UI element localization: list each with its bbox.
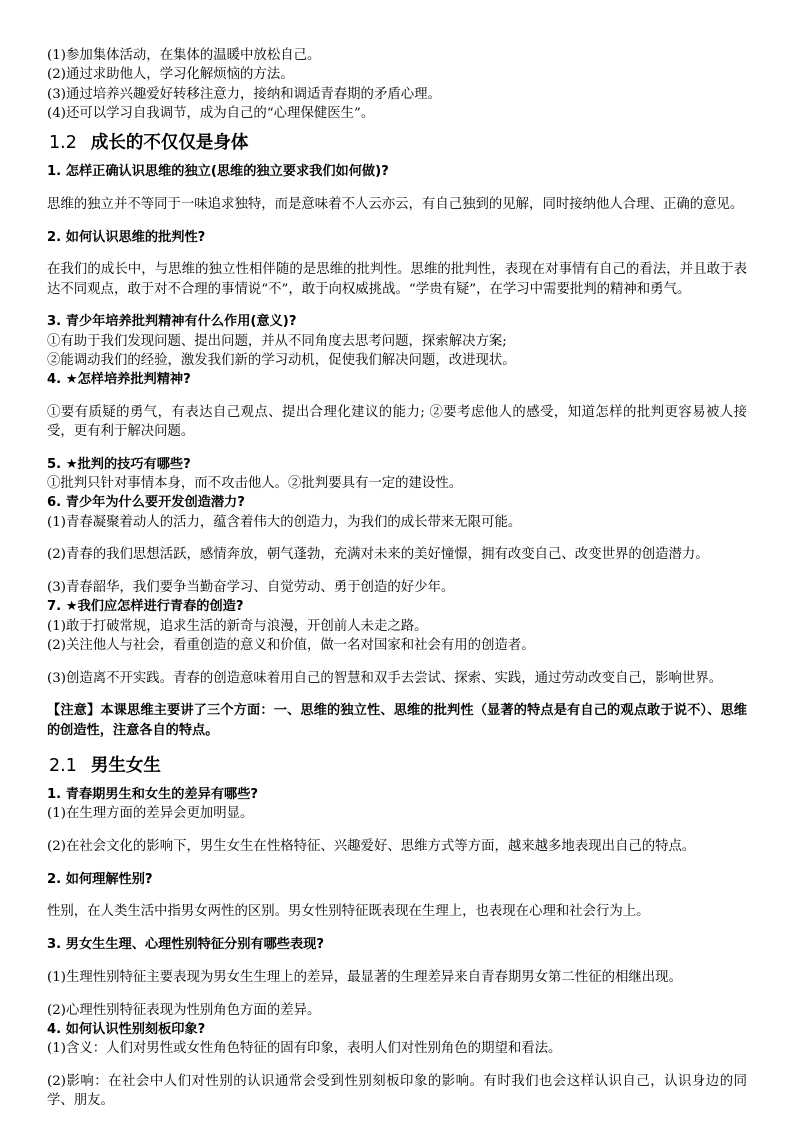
- answer-item: (2)在社会文化的影响下，男生女生在性格特征、兴趣爱好、思维方式等方面，越来越多地表现出自己的特点。: [47, 839, 696, 855]
- answer-text: ①要有质疑的勇气，有表达自己观点、提出合理化建议的能力; ②要考虑他人的感受，知道怎样的批判更容易被人接受，更有利于解决问题。: [47, 404, 747, 440]
- question-heading: 4. ★怎样培养批判精神?: [47, 372, 191, 388]
- answer-item: (2)影响：在社会中人们对性别的认识通常会受到性别刻板印象的影响。有时我们也会这样认识自己，认识身边的同学、朋友。: [47, 1073, 747, 1109]
- document-page: [47, 46, 747, 1124]
- intro-line: (1)参加集体活动，在集体的温暖中放松自己。: [47, 48, 321, 63]
- answer-item: ②能调动我们的经验，激发我们新的学习动机，促使我们解决问题，改进现状。: [47, 352, 516, 368]
- answer-item: (1)含义：人们对男性或女性角色特征的固有印象，表明人们对性别角色的期望和看法。: [47, 1041, 562, 1057]
- section-title: 成长的不仅仅是身体: [90, 133, 249, 154]
- intro-line: (3)通过培养兴趣爱好转移注意力，接纳和调适青春期的矛盾心理。: [47, 86, 441, 102]
- intro-line: (4)还可以学习自我调节，成为自己的“心理保健医生”。: [47, 105, 375, 121]
- section-title: 男生女生: [90, 756, 161, 777]
- question-heading: 2. 如何理解性别?: [47, 871, 153, 887]
- section-heading: [49, 753, 747, 779]
- section-heading: [49, 130, 747, 156]
- answer-text: 性别，在人类生活中指男女两性的区别。男女性别特征既表现在生理上，也表现在心理和社会行为上。: [47, 904, 650, 920]
- answer-item: (1)青春凝聚着动人的活力，蕴含着伟大的创造力，为我们的成长带来无限可能。: [47, 514, 522, 530]
- answer-item: (1)敢于打破常规，追求生活的新奇与浪漫，开创前人未走之路。: [47, 618, 428, 634]
- answer-item: (2)关注他人与社会，看重创造的意义和价值，做一名对国家和社会有用的创造者。: [47, 637, 535, 653]
- question-heading: 2. 如何认识思维的批判性?: [47, 229, 206, 245]
- note-text: 【注意】本课思维主要讲了三个方面：一、思维的独立性、思维的批判性（显著的特点是有自己的观点敢于说不）、思维的创造性，注意各自的特点。: [47, 703, 747, 738]
- question-heading: 6. 青少年为什么要开发创造潜力?: [47, 495, 245, 511]
- intro-line: (2)通过求助他人，学习化解烦恼的方法。: [47, 67, 294, 83]
- question-heading: 5. ★批判的技巧有哪些?: [47, 456, 191, 472]
- question-heading: 1. 青春期男生和女生的差异有哪些?: [47, 787, 259, 803]
- answer-text: 在我们的成长中，与思维的独立性相伴随的是思维的批判性。思维的批判性，表现在对事情有自己的看法，并且敢于表达不同观点，敢于对不合理的事情说“不”，敢于向权威挑战。“学贵有疑”，在学习中需要批判的精神和勇气。: [47, 262, 747, 297]
- answer-text: ①批判只针对事情本身，而不攻击他人。②批判要具有一定的建设性。: [47, 476, 463, 492]
- question-heading: 1. 怎样正确认识思维的独立(思维的独立要求我们如何做)?: [47, 164, 389, 180]
- answer-item: (2)青春的我们思想活跃，感情奔放，朝气蓬勃，充满对未来的美好憧憬，拥有改变自己、改变世界的创造潜力。: [47, 547, 709, 563]
- question-heading: 3. 男女生生理、心理性别特征分别有哪些表现?: [47, 937, 324, 953]
- section-number: 2.1: [49, 756, 77, 777]
- question-heading: 3. 青少年培养批判精神有什么作用(意义)?: [47, 314, 297, 330]
- answer-item: (1)在生理方面的差异会更加明显。: [47, 806, 254, 822]
- answer-item: (3)创造离不开实践。青春的创造意味着用自己的智慧和双手去尝试、探索、实践，通过劳动改变自己，影响世界。: [47, 670, 723, 686]
- question-heading: 4. 如何认识性别刻板印象?: [47, 1021, 206, 1037]
- section-number: 1.2: [49, 133, 77, 154]
- answer-item: ①有助于我们发现问题、提出问题，并从不同角度去思考问题，探索解决方案;: [47, 333, 507, 349]
- answer-text: 思维的独立并不等同于一味追求独特，而是意味着不人云亦云，有自己独到的见解，同时接纳他人合理、正确的意见。: [47, 196, 744, 212]
- question-heading: 7. ★我们应怎样进行青春的创造?: [47, 599, 244, 615]
- answer-item: (1)生理性别特征主要表现为男女生生理上的差异，最显著的生理差异来自青春期男女第二性征的相继出现。: [47, 969, 682, 985]
- answer-item: (3)青春韶华，我们要争当勤奋学习、自觉劳动、勇于创造的好少年。: [47, 580, 455, 596]
- answer-item: (2)心理性别特征表现为性别角色方面的差异。: [47, 1002, 321, 1018]
